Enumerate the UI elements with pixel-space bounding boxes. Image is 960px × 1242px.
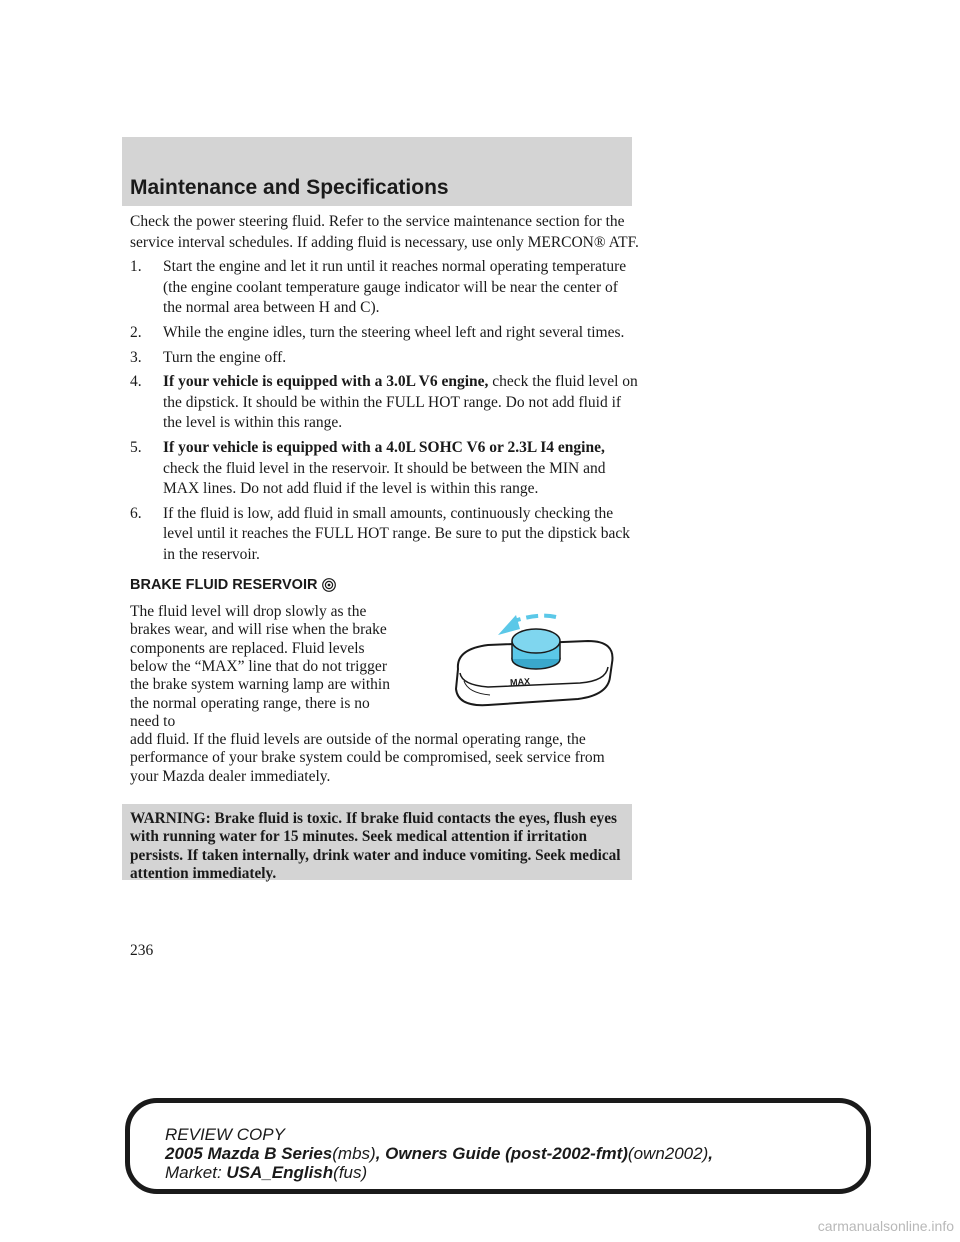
warning-text: WARNING: Brake fluid is toxic. If brake fluid contacts the eyes, flush eyes with running water for 15 minutes. Seek medical attention if irritation persists. If taken internally, drink water and induce vomiting. Seek medical attention immediately. <box>130 810 621 882</box>
step-number: 5. <box>130 438 142 456</box>
review-market-code: (fus) <box>333 1163 368 1182</box>
step-item <box>130 504 640 566</box>
brake-section <box>130 603 640 786</box>
maintenance-gear-icon <box>321 577 337 593</box>
max-label: MAX <box>509 676 531 688</box>
section-title: Maintenance and Specifications <box>130 176 449 199</box>
review-market: USA_English <box>226 1163 334 1182</box>
watermark: carmanualsonline.info <box>817 1218 954 1234</box>
review-model-code: (mbs) <box>332 1144 376 1163</box>
step-item <box>130 257 640 319</box>
review-line1: REVIEW COPY <box>165 1125 285 1144</box>
step-text: If the fluid is low, add fluid in small amounts, continuously checking the level until it reaches the FULL HOT range. Be sure to put the dipstick back in the reservoir. <box>163 504 631 563</box>
step-number: 6. <box>130 504 142 522</box>
review-comma: , <box>708 1144 713 1163</box>
step-text: Turn the engine off. <box>163 348 287 366</box>
step-text: Start the engine and let it run until it reaches normal operating temperature (the engine coolant temperature gauge indicator will be near the center of the normal area between H and C). <box>163 258 627 317</box>
step-number: 3. <box>130 348 142 366</box>
steps-list <box>130 257 640 565</box>
step-text: check the fluid level in the reservoir. It should be between the MIN and MAX lines. Do not add fluid if the level is within this range. <box>163 459 606 498</box>
step-item <box>130 323 640 344</box>
review-guide: , Owners Guide (post-2002-fmt) <box>375 1144 628 1163</box>
step-item <box>130 372 640 434</box>
step-text: check the fluid level on the dipstick. It should be within the FULL HOT range. Do not add fluid if the level is within this range. <box>163 373 638 432</box>
brake-heading <box>130 575 640 596</box>
step-item <box>130 348 640 369</box>
step-item <box>130 438 640 500</box>
step-number: 2. <box>130 323 142 341</box>
brake-text-part1: The fluid level will drop slowly as the brakes wear, and will rise when the brake components are replaced. Fluid levels below the “MAX” line that do not trigger the brake system warning lamp are within the normal operating range, there is no need to <box>130 603 390 730</box>
review-market-label: Market: <box>165 1163 227 1182</box>
step-number: 4. <box>130 373 142 391</box>
step-bold: If your vehicle is equipped with a 3.0L V6 engine, <box>163 373 489 391</box>
brake-heading-text: BRAKE FLUID RESERVOIR <box>130 576 318 593</box>
step-bold: If your vehicle is equipped with a 4.0L SOHC V6 or 2.3L I4 engine, <box>163 438 605 456</box>
page-number: 236 <box>130 942 154 959</box>
power-steering-intro: Check the power steering fluid. Refer to the service maintenance section for the service interval schedules. If adding fluid is necessary, use only MERCON® ATF. <box>130 213 639 251</box>
brake-text-part2: add fluid. If the fluid levels are outside of the normal operating range, the performance of your brake system could be compromised, seek service from your Mazda dealer immediately. <box>130 731 605 785</box>
page-body <box>130 212 640 786</box>
step-number: 1. <box>130 258 142 276</box>
brake-reservoir-illustration <box>448 607 618 717</box>
review-copy-text <box>165 1125 713 1182</box>
step-text: While the engine idles, turn the steering wheel left and right several times. <box>163 323 625 341</box>
review-guide-code: (own2002) <box>627 1144 709 1163</box>
review-model: 2005 Mazda B Series <box>165 1144 333 1163</box>
